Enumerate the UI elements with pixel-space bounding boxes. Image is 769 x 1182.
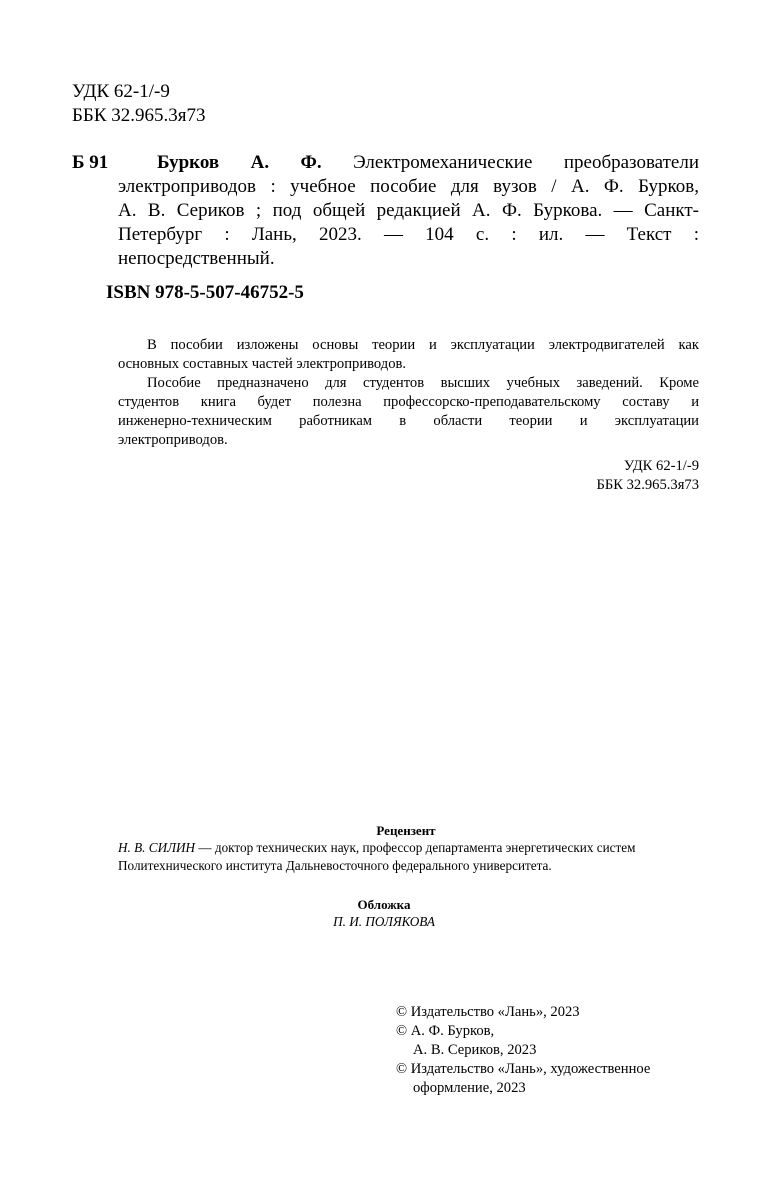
entry-line-3: А. В. Сериков ; под общей редакцией А. Ф. Буркова. — Санкт- [118, 200, 699, 221]
entry-author: Бурков А. Ф. [157, 152, 322, 173]
reviewer-name: Н. В. СИЛИН [118, 840, 196, 855]
copyright-line-1: © Издательство «Лань», 2023 [396, 1004, 580, 1020]
bottom-bbk-code: ББК 32.965.3я73 [596, 477, 699, 493]
copyright-line-4: © Издательство «Лань», художественное [396, 1061, 651, 1077]
entry-line-5: непосредственный. [118, 248, 275, 269]
annotation-p1-line2: основных составных частей электроприводов. [118, 356, 407, 372]
copyright-line-3: А. В. Сериков, 2023 [413, 1042, 537, 1058]
annotation-p2-line4: электроприводов. [118, 432, 228, 448]
isbn: ISBN 978-5-507-46752-5 [106, 282, 304, 303]
annotation-p2-line3: инженерно-техническим работникам в области теории и эксплуатации [118, 413, 699, 429]
cover-heading: Обложка [357, 897, 411, 912]
annotation-p2-line1: Пособие предназначено для студентов высших учебных заведений. Кроме [147, 375, 699, 391]
entry-title-start: Электромеханические преобразователи [353, 152, 699, 173]
reviewer-line-1 [118, 839, 635, 857]
reviewer-line-2: Политехнического института Дальневосточного федерального университета. [118, 858, 552, 873]
reviewer-credentials: — доктор технических наук, профессор департамента энергетических систем [195, 840, 636, 855]
top-bbk-code: ББК 32.965.3я73 [72, 105, 206, 126]
copyright-line-5: оформление, 2023 [413, 1080, 526, 1096]
annotation-p1-line1: В пособии изложены основы теории и эксплуатации электродвигателей как [147, 337, 699, 353]
top-udk-code: УДК 62-1/-9 [72, 81, 170, 102]
copyright-line-2: © А. Ф. Бурков, [396, 1023, 495, 1039]
cover-designer-name: П. И. ПОЛЯКОВА [333, 914, 435, 929]
annotation-p2-line2: студентов книга будет полезна профессорско-преподавательскому составу и [118, 394, 699, 410]
entry-line-2: электроприводов : учебное пособие для вузов / А. Ф. Бурков, [118, 176, 699, 197]
entry-line-4: Петербург : Лань, 2023. — 104 с. : ил. — Текст : [118, 224, 699, 245]
bottom-udk-code: УДК 62-1/-9 [623, 458, 699, 474]
entry-line-1 [157, 151, 699, 175]
author-mark: Б 91 [72, 152, 109, 173]
reviewer-heading: Рецензент [376, 823, 436, 838]
